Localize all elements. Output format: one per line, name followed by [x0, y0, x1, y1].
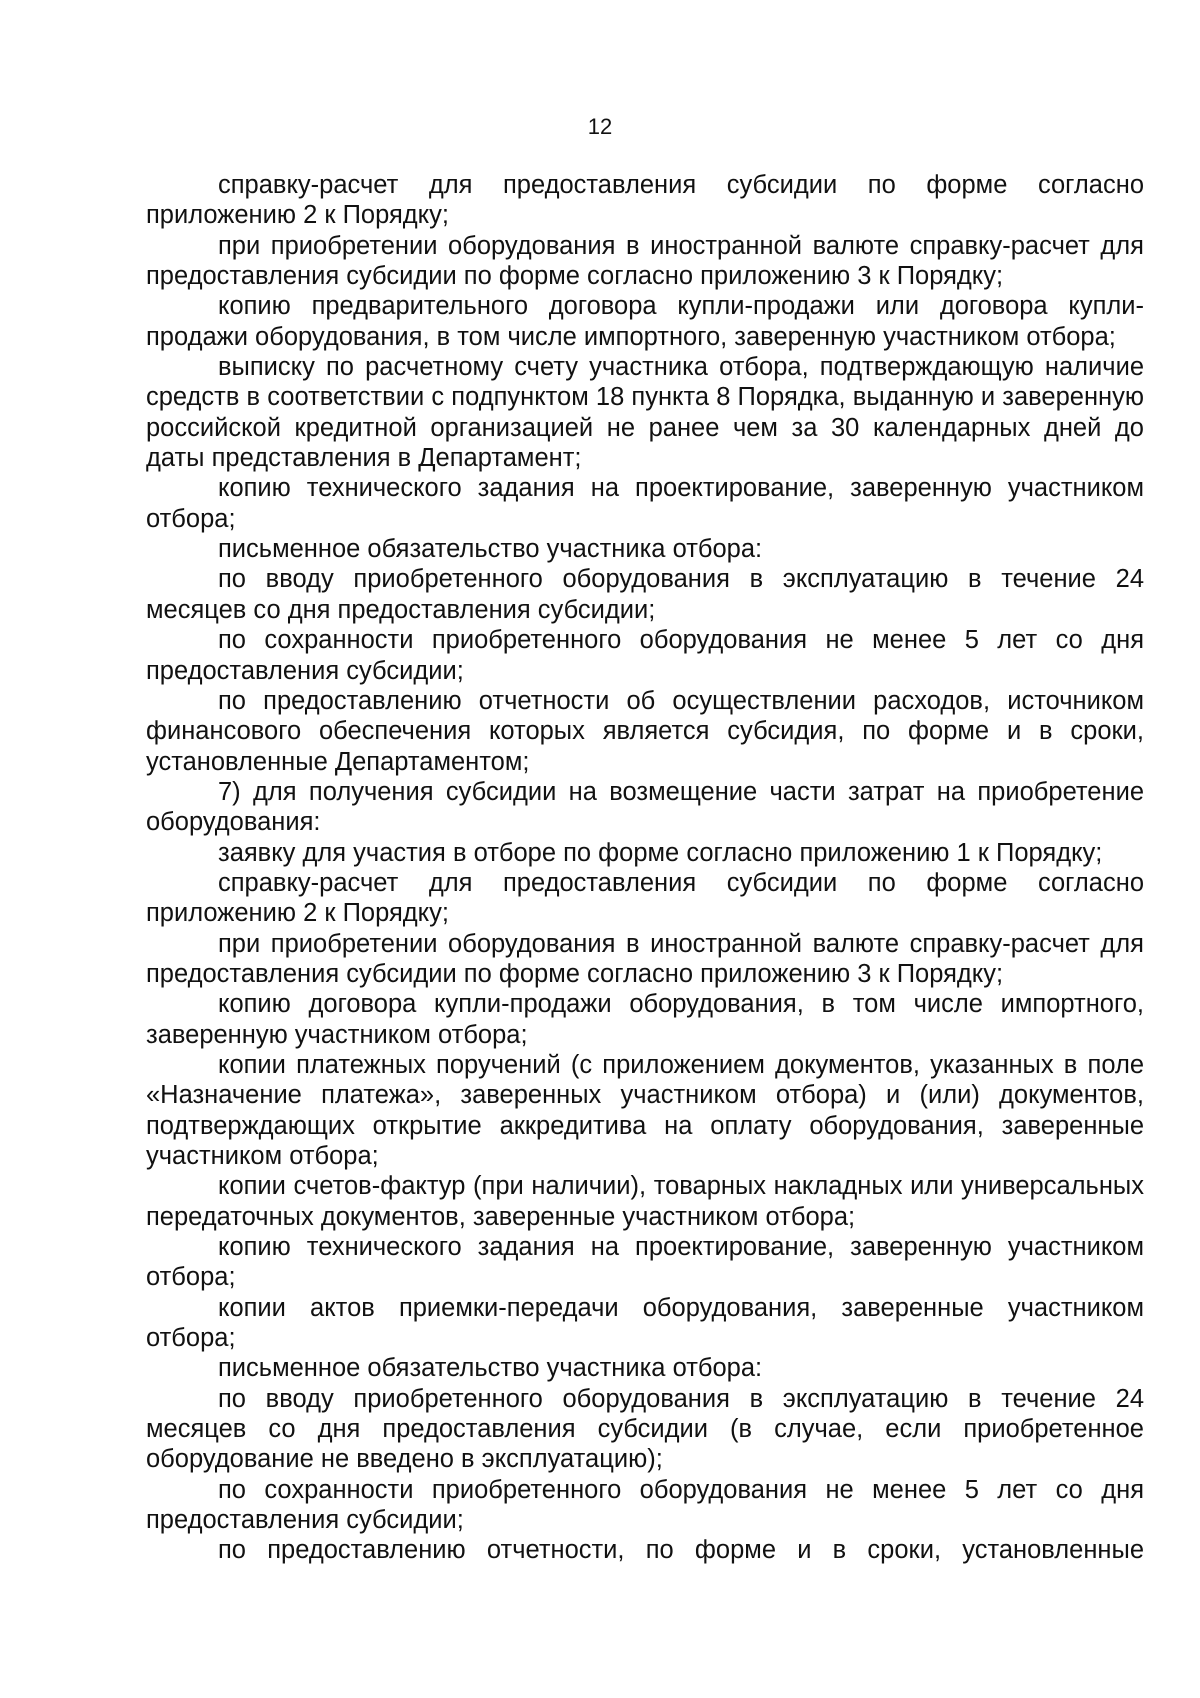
list-heading-item-7: 7) для получения субсидии на возмещение части затрат на приобретение оборудования:	[146, 777, 1144, 837]
paragraph: справку-расчет для предоставления субсидии по форме согласно приложению 2 к Порядку;	[146, 868, 1144, 928]
paragraph: по предоставлению отчетности об осуществлении расходов, источником финансового обеспечения которых является субсидия, по форме и в сроки, установленные Департаментом;	[146, 686, 1144, 776]
paragraph: по вводу приобретенного оборудования в эксплуатацию в течение 24 месяцев со дня предоставления субсидии;	[146, 565, 1144, 624]
page-number: 12	[587, 114, 613, 139]
paragraph: копии актов приемки-передачи оборудования, заверенные участником отбора;	[146, 1293, 1144, 1353]
paragraph: выписку по расчетному счету участника отбора, подтверждающую наличие средств в соответствии с подпунктом 18 пункта 8 Порядка, выданную и заверенную российской кредитной организацией не ранее чем за 30 календарных дней до даты представления в Департамент;	[146, 353, 1144, 473]
paragraph: копии платежных поручений (с приложением документов, указанных в поле «Назначение платежа», заверенных участником отбора) и (или) документов, подтверждающих открытие аккредитива на оплату оборудования, заверенные участником отбора;	[146, 1050, 1144, 1170]
paragraph: копию договора купли-продажи оборудования, в том числе импортного, заверенную участником отбора;	[146, 990, 1144, 1049]
paragraph: по сохранности приобретенного оборудования не менее 5 лет со дня предоставления субсидии;	[146, 1475, 1144, 1535]
paragraph: по сохранности приобретенного оборудования не менее 5 лет со дня предоставления субсидии;	[146, 626, 1144, 685]
paragraph: при приобретении оборудования в иностранной валюте справку-расчет для предоставления субсидии по форме согласно приложению 3 к Порядку;	[146, 929, 1144, 988]
paragraph: копию предварительного договора купли-продажи или договора купли-продажи оборудования, в том числе импортного, заверенную участником отбора;	[146, 292, 1144, 351]
paragraph: при приобретении оборудования в иностранной валюте справку-расчет для предоставления субсидии по форме согласно приложению 3 к Порядку;	[146, 231, 1144, 291]
paragraph: по вводу приобретенного оборудования в эксплуатацию в течение 24 месяцев со дня предоставления субсидии (в случае, если приобретенное оборудование не введено в эксплуатацию);	[146, 1384, 1144, 1474]
paragraph: копию технического задания на проектирование, заверенную участником отбора;	[146, 1233, 1144, 1292]
paragraph-continued: по предоставлению отчетности, по форме и в сроки, установленные	[218, 1536, 1144, 1565]
paragraph: письменное обязательство участника отбора:	[218, 1354, 763, 1383]
paragraph: заявку для участия в отборе по форме согласно приложению 1 к Порядку;	[218, 838, 1103, 867]
paragraph: копии счетов-фактур (при наличии), товарных накладных или универсальных передаточных документов, заверенные участником отбора;	[146, 1172, 1144, 1231]
paragraph: справку-расчет для предоставления субсидии по форме согласно приложению 2 к Порядку;	[146, 171, 1144, 230]
document-body	[146, 170, 1144, 1566]
paragraph: копию технического задания на проектирование, заверенную участником отбора;	[146, 474, 1144, 533]
paragraph: письменное обязательство участника отбора:	[218, 535, 763, 564]
